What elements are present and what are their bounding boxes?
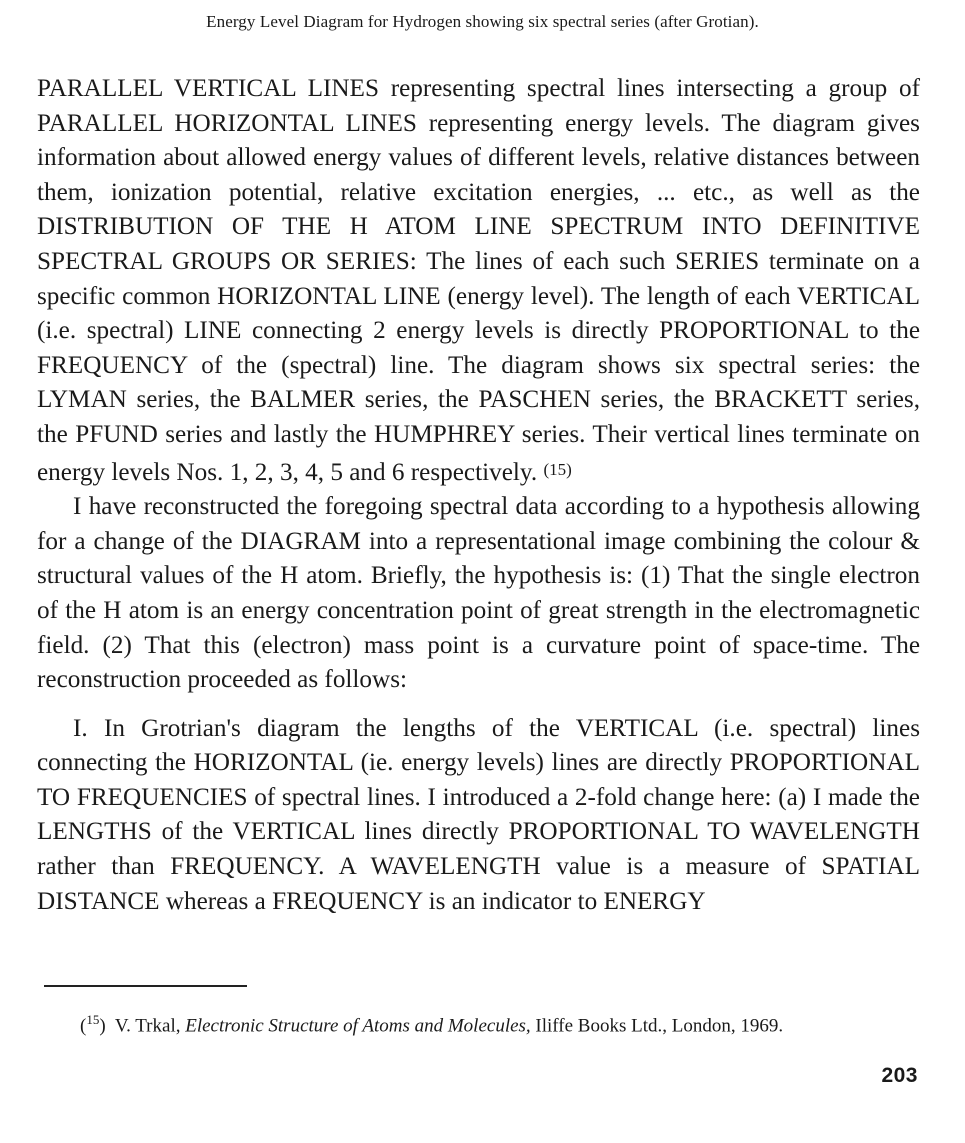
footnote-author: V. Trkal, — [114, 1015, 181, 1037]
figure-caption: Energy Level Diagram for Hydrogen showing six spectral series (after Grotian). — [206, 12, 759, 31]
paragraph-1-text: PARALLEL VERTICAL LINES representing spectral lines intersecting a group of PARALLEL HORIZONTAL LINES representing energy levels. The diagram gives information about allowed energy values of different levels, relative distances between them, ionization potential, relative excitation energies, ... etc., as well as the DISTRIBUTION OF THE H ATOM LINE SPECTRUM INTO DEFINITIVE SPECTRAL GROUPS OR SERIES: The lines of each such SERIES terminate on a specific common HORIZONTAL LINE (energy level). The length of each VERTICAL (i.e. spectral) LINE connecting 2 energy levels is directly PROPORTIONAL to the FREQUENCY of the (spectral) line. The diagram shows six spectral series: the LYMAN series, the BALMER series, the PASCHEN series, the BRACKETT series, the PFUND series and lastly the HUMPHREY series. Their vertical lines terminate on energy levels Nos. 1, 2, 3, 4, 5 and 6 respectively. — [37, 75, 920, 486]
footnote-divider — [44, 985, 247, 987]
footnote-book-title: Electronic Structure of Atoms and Molecules, — [185, 1015, 531, 1037]
footnote-reference: (15) — [543, 459, 572, 479]
footnote-mark: 15 — [86, 1012, 100, 1027]
body-text — [37, 72, 920, 919]
paragraph-1 — [37, 72, 920, 490]
paragraph-2: I have reconstructed the foregoing spectral data according to a hypothesis allowing for a change of the DIAGRAM into a representational image combining the colour & structural values of the H atom. Briefly, the hypothesis is: (1) That the single electron of the H atom is an energy concentration point of great strength in the electromagnetic field. (2) That this (electron) mass point is a curvature point of space-time. The reconstruction proceeded as follows: — [37, 493, 920, 694]
paragraph-3: I. In Grotrian's diagram the lengths of the VERTICAL (i.e. spectral) lines connecting the HORIZONTAL (ie. energy levels) lines are directly PROPORTIONAL TO FREQUENCIES of spectral lines. I introduced a 2-fold change here: (a) I made the LENGTHS of the VERTICAL lines directly PROPORTIONAL TO WAVELENGTH rather than FREQUENCY. A WAVELENGTH value is a measure of SPATIAL DISTANCE whereas a FREQUENCY is an indicator to ENERGY — [37, 714, 920, 915]
page-number: 203 — [881, 1064, 918, 1087]
footnote-publisher: Iliffe Books Ltd., London, 1969. — [535, 1015, 784, 1037]
footnote: ($^{15}$) V. Trkal, Electronic Structure of Atoms and Molecules, Iliffe Books Ltd., London, 1969. — [80, 1012, 784, 1037]
